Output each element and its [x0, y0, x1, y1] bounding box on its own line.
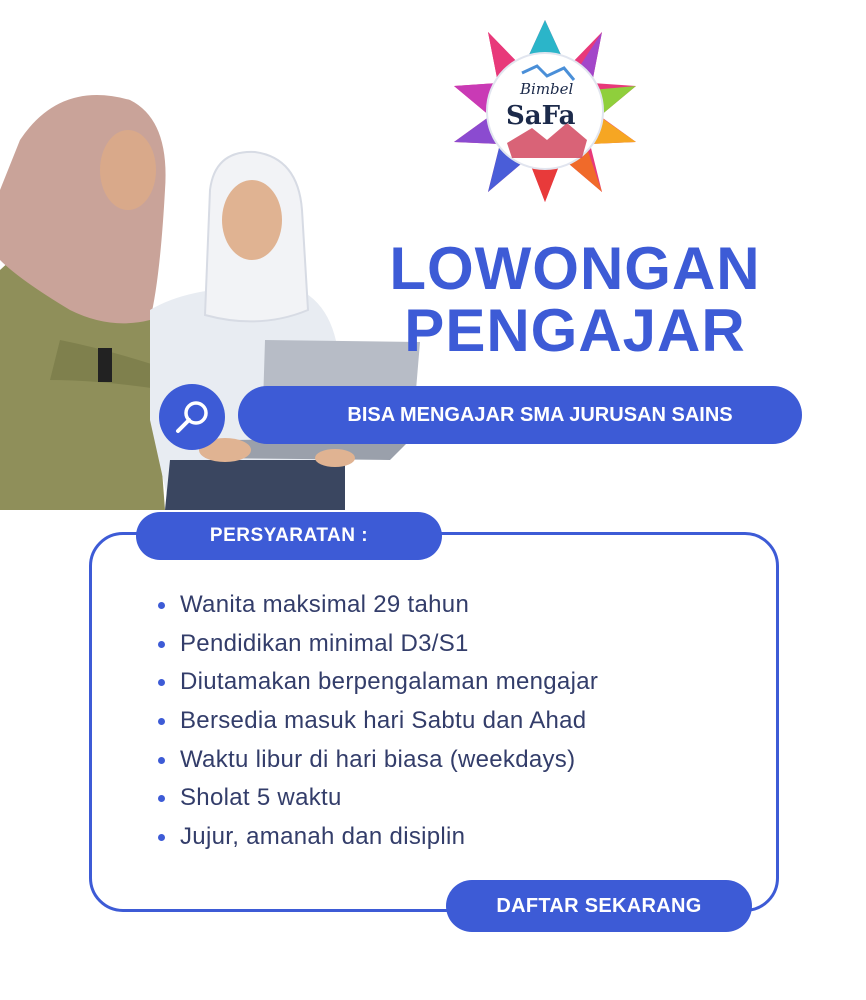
- list-item: Pendidikan minimal D3/S1: [158, 627, 598, 666]
- requirements-list: [158, 588, 598, 859]
- headline-line1: LOWONGAN: [389, 235, 761, 302]
- bimbel-safa-logo: [452, 18, 638, 204]
- list-item: Waktu libur di hari biasa (weekdays): [158, 743, 598, 782]
- logo-big-text: SaFa: [506, 101, 576, 131]
- list-item: Diutamakan berpengalaman mengajar: [158, 665, 598, 704]
- register-now-button[interactable]: DAFTAR SEKARANG: [446, 880, 752, 932]
- magnifier-icon: [159, 384, 225, 450]
- list-item: Sholat 5 waktu: [158, 781, 598, 820]
- teacher-face: [100, 130, 156, 210]
- list-item: Bersedia masuk hari Sabtu dan Ahad: [158, 704, 598, 743]
- headline: [340, 235, 810, 364]
- list-item: Wanita maksimal 29 tahun: [158, 588, 598, 627]
- headline-line2: PENGAJAR: [404, 297, 746, 364]
- requirements-title: PERSYARATAN :: [136, 512, 442, 560]
- logo-small-text: Bimbel: [520, 80, 574, 98]
- subject-pill: BISA MENGAJAR SMA JURUSAN SAINS: [238, 386, 802, 444]
- student-face: [222, 180, 282, 260]
- list-item: Jujur, amanah dan disiplin: [158, 820, 598, 859]
